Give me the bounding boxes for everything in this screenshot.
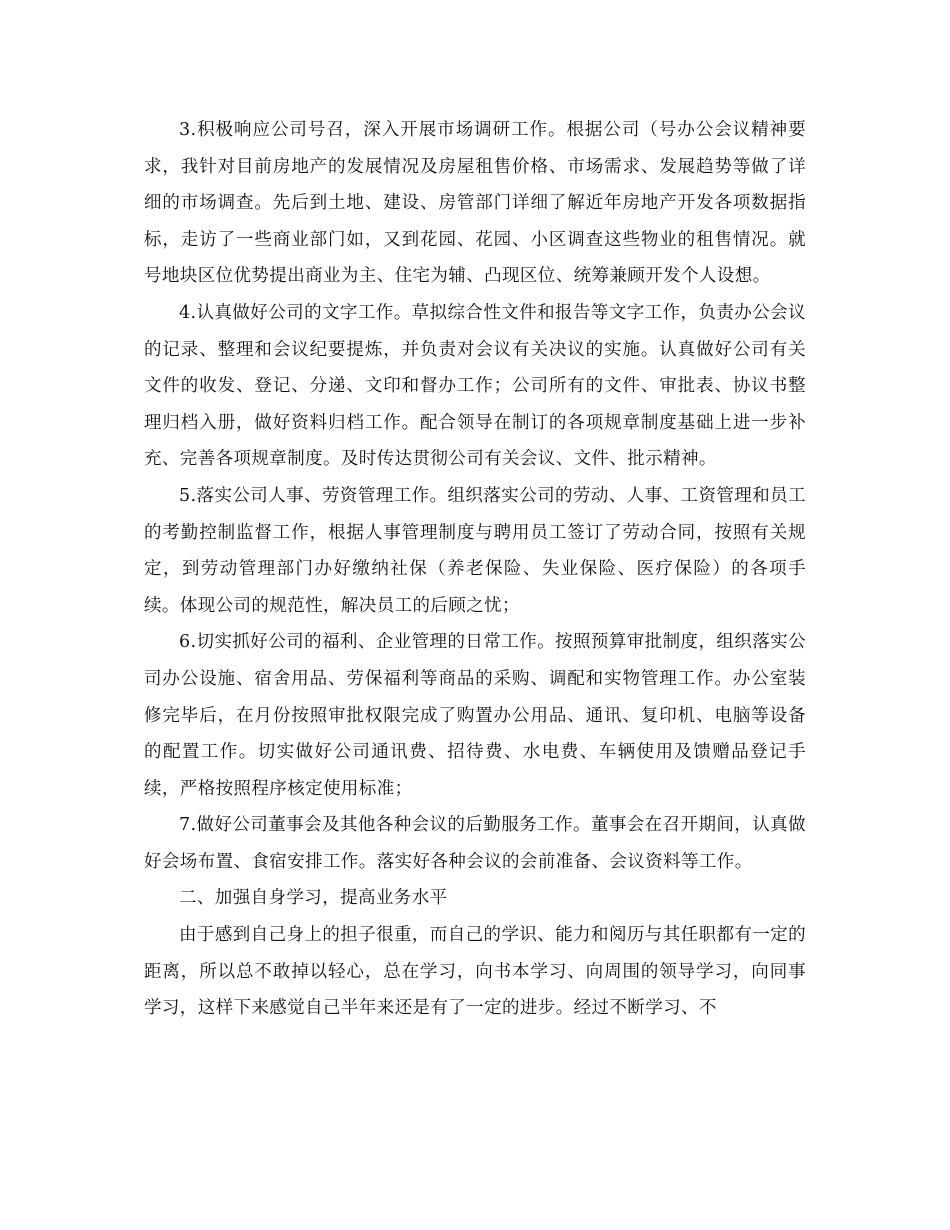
paragraph-welfare-management: 6.切实抓好公司的福利、企业管理的日常工作。按照预算审批制度，组织落实公司办公设施、宿舍用品、劳保福利等商品的采购、调配和实物管理工作。办公室装修完毕后，在月份按照审批权限完成了购置办公用品、通讯、复印机、电脑等设备的配置工作。切实做好公司通讯费、招待费、水电费、车辆使用及馈赠品登记手续，严格按照程序核定使用标准； [144, 632, 806, 799]
section-heading-self-study: 二、加强自身学习，提高业务水平 [179, 888, 448, 909]
paragraph-meeting-services: 7.做好公司董事会及其他各种会议的后勤服务工作。董事会在召开期间，认真做好会场布置、食宿安排工作。落实好各种会议的会前准备、会议资料等工作。 [144, 815, 806, 872]
paragraph-self-study: 由于感到自己身上的担子很重，而自己的学识、能力和阅历与其任职都有一定的距离，所以总不敢掉以轻心，总在学习，向书本学习、向周围的领导学习，向同事学习，这样下来感觉自己半年来还是有了一定的进步。经过不断学习、不 [144, 925, 806, 1019]
document-body [144, 112, 806, 1027]
paragraph-writing-work: 4.认真做好公司的文字工作。草拟综合性文件和报告等文字工作，负责办公会议的记录、整理和会议纪要提炼，并负责对会议有关决议的实施。认真做好公司有关文件的收发、登记、分递、文印和督办工作；公司所有的文件、审批表、协议书整理归档入册，做好资料归档工作。配合领导在制订的各项规章制度基础上进一步补充、完善各项规章制度。及时传达贯彻公司有关会议、文件、批示精神。 [144, 302, 806, 470]
paragraph-personnel-management: 5.落实公司人事、劳资管理工作。组织落实公司的劳动、人事、工资管理和员工的考勤控制监督工作，根据人事管理制度与聘用员工签订了劳动合同，按照有关规定，到劳动管理部门办好缴纳社保（养老保险、失业保险、医疗保险）的各项手续。体现公司的规范性，解决员工的后顾之忧； [144, 485, 806, 616]
paragraph-market-research: 3.积极响应公司号召，深入开展市场调研工作。根据公司（号办公会议精神要求，我针对目前房地产的发展情况及房屋租售价格、市场需求、发展趋势等做了详细的市场调查。先后到土地、建设、房管部门详细了解近年房地产开发各项数据指标，走访了一些商业部门如，又到花园、花园、小区调查这些物业的租售情况。就号地块区位优势提出商业为主、住宅为辅、凸现区位、统筹兼顾开发个人设想。 [144, 120, 806, 287]
